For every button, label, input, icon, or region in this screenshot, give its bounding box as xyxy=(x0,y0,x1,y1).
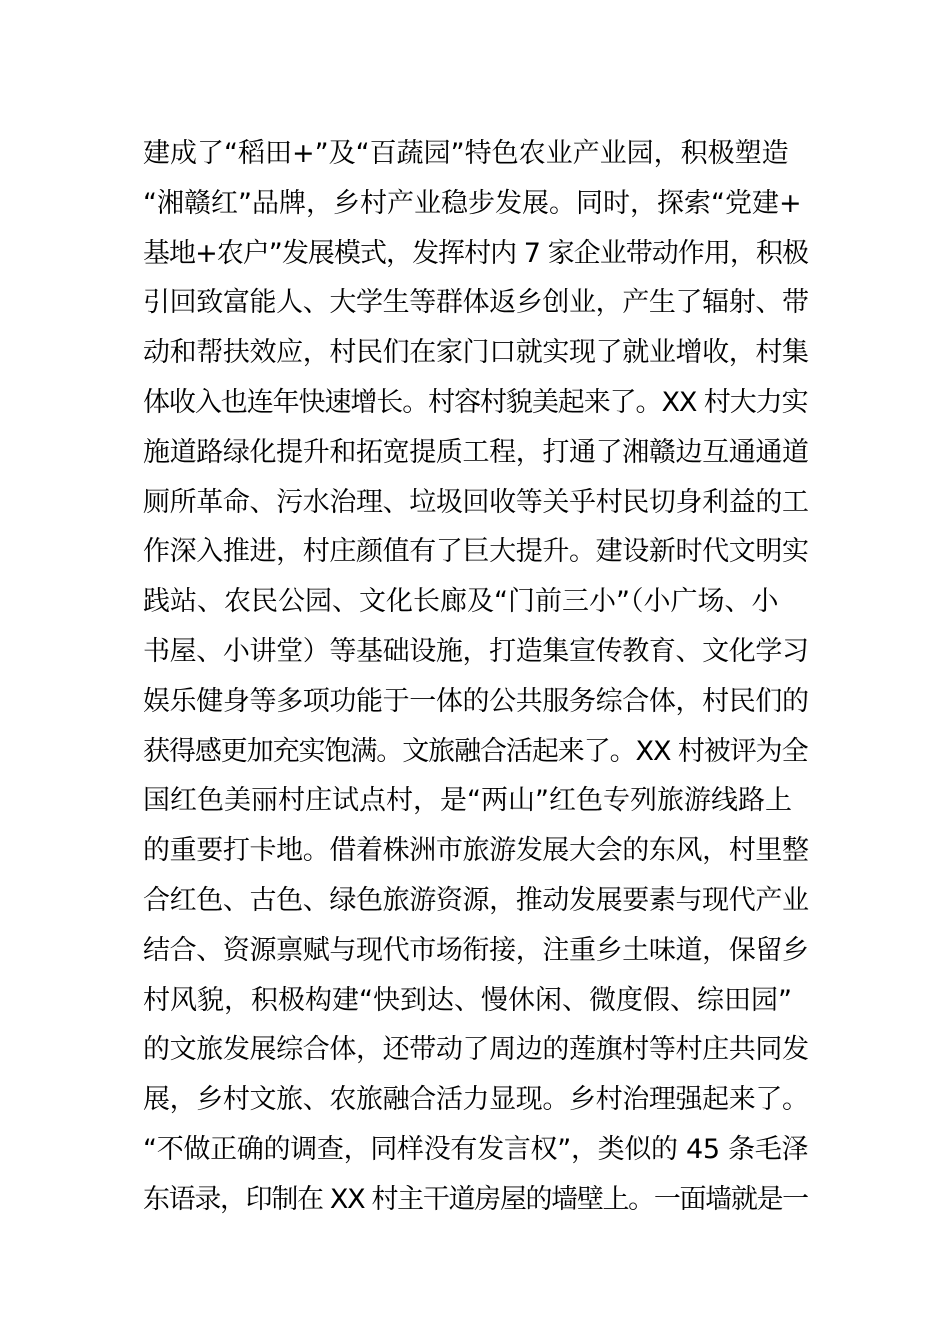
text-line: 村风貌，积极构建“快到达、慢休闲、微度假、综田园” xyxy=(143,984,792,1016)
text-line: 娱乐健身等多项功能于一体的公共服务综合体，村民们的 xyxy=(143,685,809,717)
text-line: “不做正确的调查，同样没有发言权”，类似的 45 条毛泽 xyxy=(143,1133,809,1165)
text-line: 合红色、古色、绿色旅游资源，推动发展要素与现代产业 xyxy=(143,884,809,916)
text-line: 书屋、小讲堂）等基础设施，打造集宣传教育、文化学习 xyxy=(143,635,809,667)
text-line: 引回致富能人、大学生等群体返乡创业，产生了辐射、带 xyxy=(143,287,809,319)
text-line: 体收入也连年快速增长。村容村貌美起来了。XX 村大力实 xyxy=(143,386,808,418)
text-line: 的重要打卡地。借着株洲市旅游发展大会的东风，村里整 xyxy=(143,835,809,867)
text-line: 建成了“稻田+”及“百蔬园”特色农业产业园，积极塑造 xyxy=(143,138,789,169)
text-line: 国红色美丽村庄试点村，是“两山”红色专列旅游线路上 xyxy=(143,785,792,817)
body-paragraph xyxy=(143,129,809,1225)
text-line: 厕所革命、污水治理、垃圾回收等关乎村民切身利益的工 xyxy=(143,486,809,518)
text-line: 动和帮扶效应，村民们在家门口就实现了就业增收，村集 xyxy=(143,337,809,369)
text-line: 获得感更加充实饱满。文旅融合活起来了。XX 村被评为全 xyxy=(143,735,808,767)
text-line: 展，乡村文旅、农旅融合活力显现。乡村治理强起来了。 xyxy=(143,1084,809,1116)
text-line: 施道路绿化提升和拓宽提质工程，打通了湘赣边互通通道 xyxy=(143,436,809,468)
text-line: 的文旅发展综合体，还带动了周边的莲旗村等村庄共同发 xyxy=(143,1034,809,1066)
text-line: 基地+农户”发展模式，发挥村内 7 家企业带动作用，积极 xyxy=(143,237,808,269)
text-line: 结合、资源禀赋与现代市场衔接，注重乡土味道，保留乡 xyxy=(143,934,809,966)
text-line: 东语录，印制在 XX 村主干道房屋的墙壁上。一面墙就是一 xyxy=(143,1183,808,1215)
text-line: “湘赣红”品牌，乡村产业稳步发展。同时，探索“党建+ xyxy=(143,187,802,219)
text-line: 作深入推进，村庄颜值有了巨大提升。建设新时代文明实 xyxy=(143,536,809,568)
text-line: 践站、农民公园、文化长廊及“门前三小”（小广场、小 xyxy=(143,586,779,618)
